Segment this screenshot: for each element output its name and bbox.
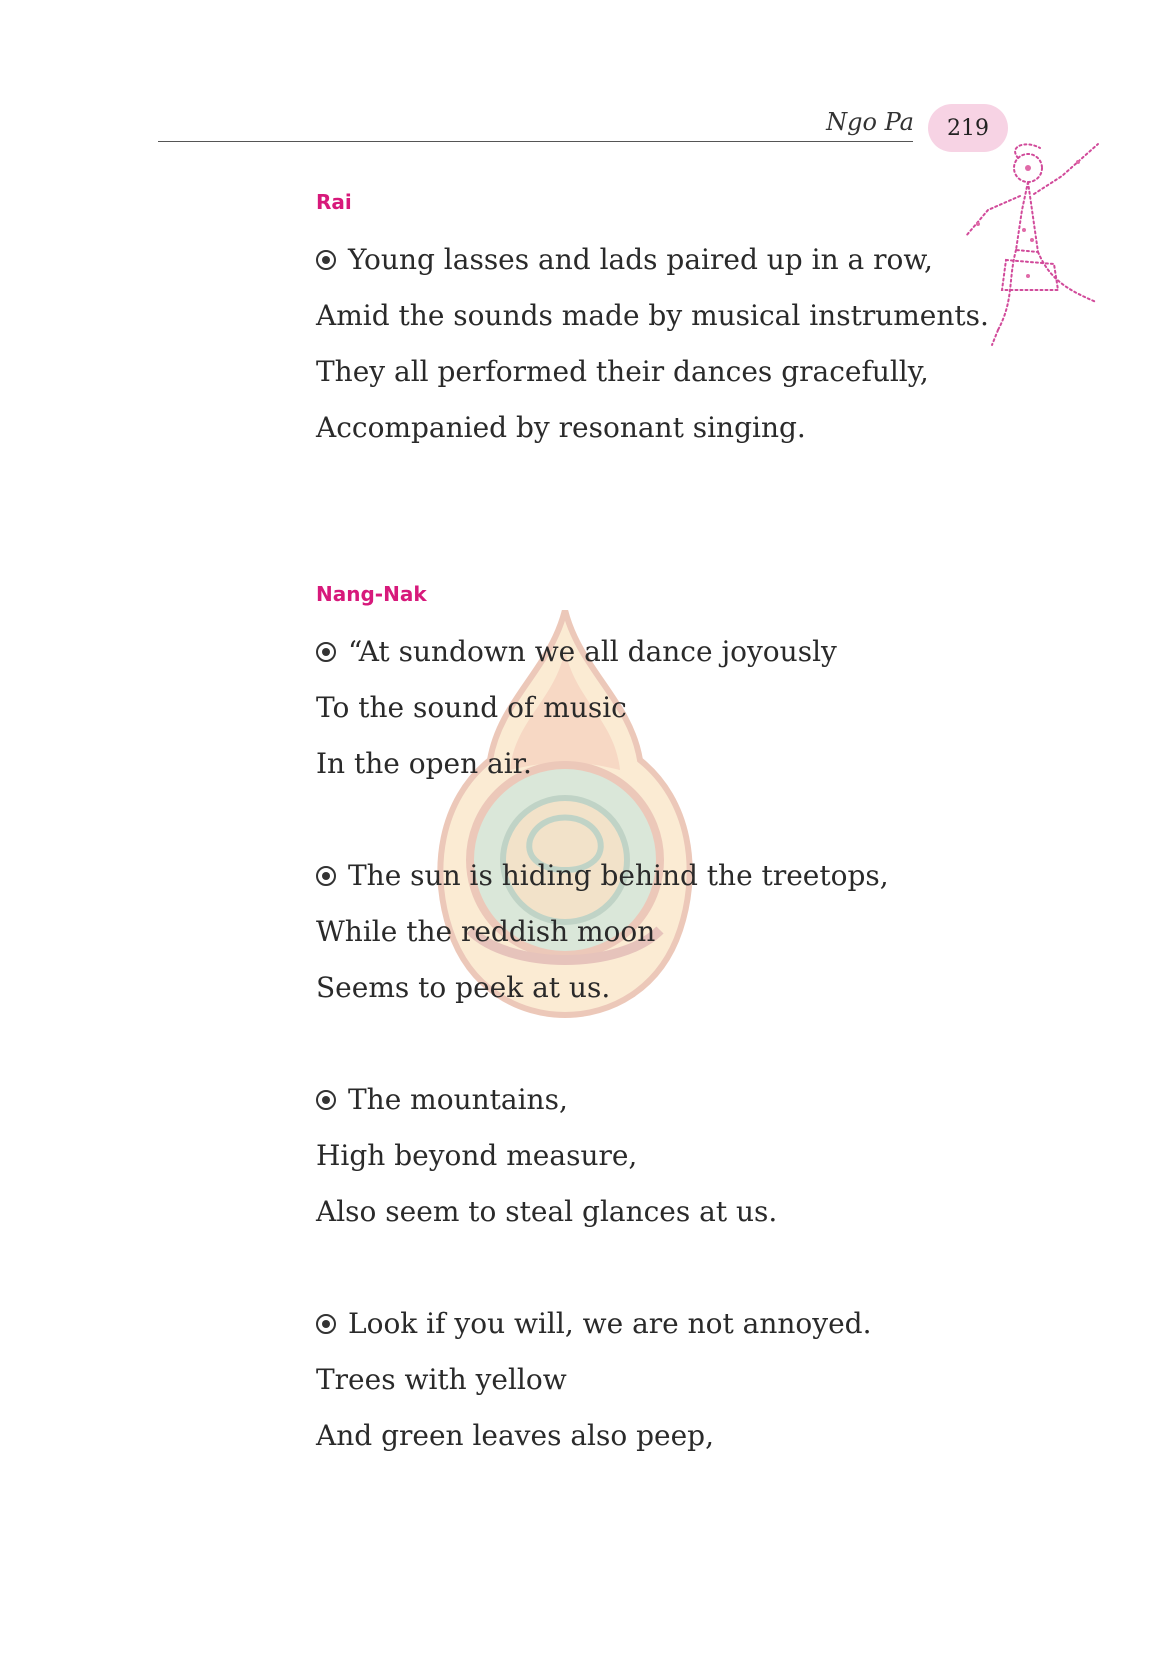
poem-line: To the sound of music xyxy=(316,691,627,724)
stanza xyxy=(316,232,989,456)
poem-line xyxy=(316,624,889,680)
poem-line: Trees with yellow xyxy=(316,1363,567,1396)
poem-line: Amid the sounds made by musical instruments. xyxy=(316,299,989,332)
line-text: The sun is hiding behind the treetops, xyxy=(348,859,889,892)
line-text: Young lasses and lads paired up in a row, xyxy=(348,243,933,276)
bullet-circle-icon xyxy=(316,866,336,886)
header-rule xyxy=(158,141,913,142)
line-text: Look if you will, we are not annoyed. xyxy=(348,1307,872,1340)
bullet-circle-icon xyxy=(316,642,336,662)
bullet-circle-icon xyxy=(316,1314,336,1334)
bullet-circle-icon xyxy=(316,1090,336,1110)
poem-line: And green leaves also peep, xyxy=(316,1419,715,1452)
poem-line: Seems to peek at us. xyxy=(316,971,611,1004)
poem-line: They all performed their dances gracefully, xyxy=(316,355,929,388)
poem-line: In the open air. xyxy=(316,747,532,780)
bullet-circle-icon xyxy=(316,250,336,270)
stanza xyxy=(316,1072,889,1240)
poem-line: Accompanied by resonant singing. xyxy=(316,411,806,444)
line-text: The mountains, xyxy=(348,1083,568,1116)
section-nang-nak xyxy=(316,582,889,1464)
poem-line xyxy=(316,1072,889,1128)
stanza xyxy=(316,624,889,792)
poem-line: While the reddish moon xyxy=(316,915,656,948)
poem-line: High beyond measure, xyxy=(316,1139,638,1172)
poem-line: Also seem to steal glances at us. xyxy=(316,1195,778,1228)
poem-line xyxy=(316,232,989,288)
poem-line xyxy=(316,1296,889,1352)
page-number: 219 xyxy=(947,115,989,141)
stanza xyxy=(316,848,889,1016)
poem-line xyxy=(316,848,889,904)
section-title: Nang-Nak xyxy=(316,582,427,606)
section-rai xyxy=(316,190,989,456)
section-title: Rai xyxy=(316,190,352,214)
running-title: Ngo Pa xyxy=(826,108,914,136)
line-text: “At sundown we all dance joyously xyxy=(348,635,837,668)
stanza xyxy=(316,1296,889,1464)
